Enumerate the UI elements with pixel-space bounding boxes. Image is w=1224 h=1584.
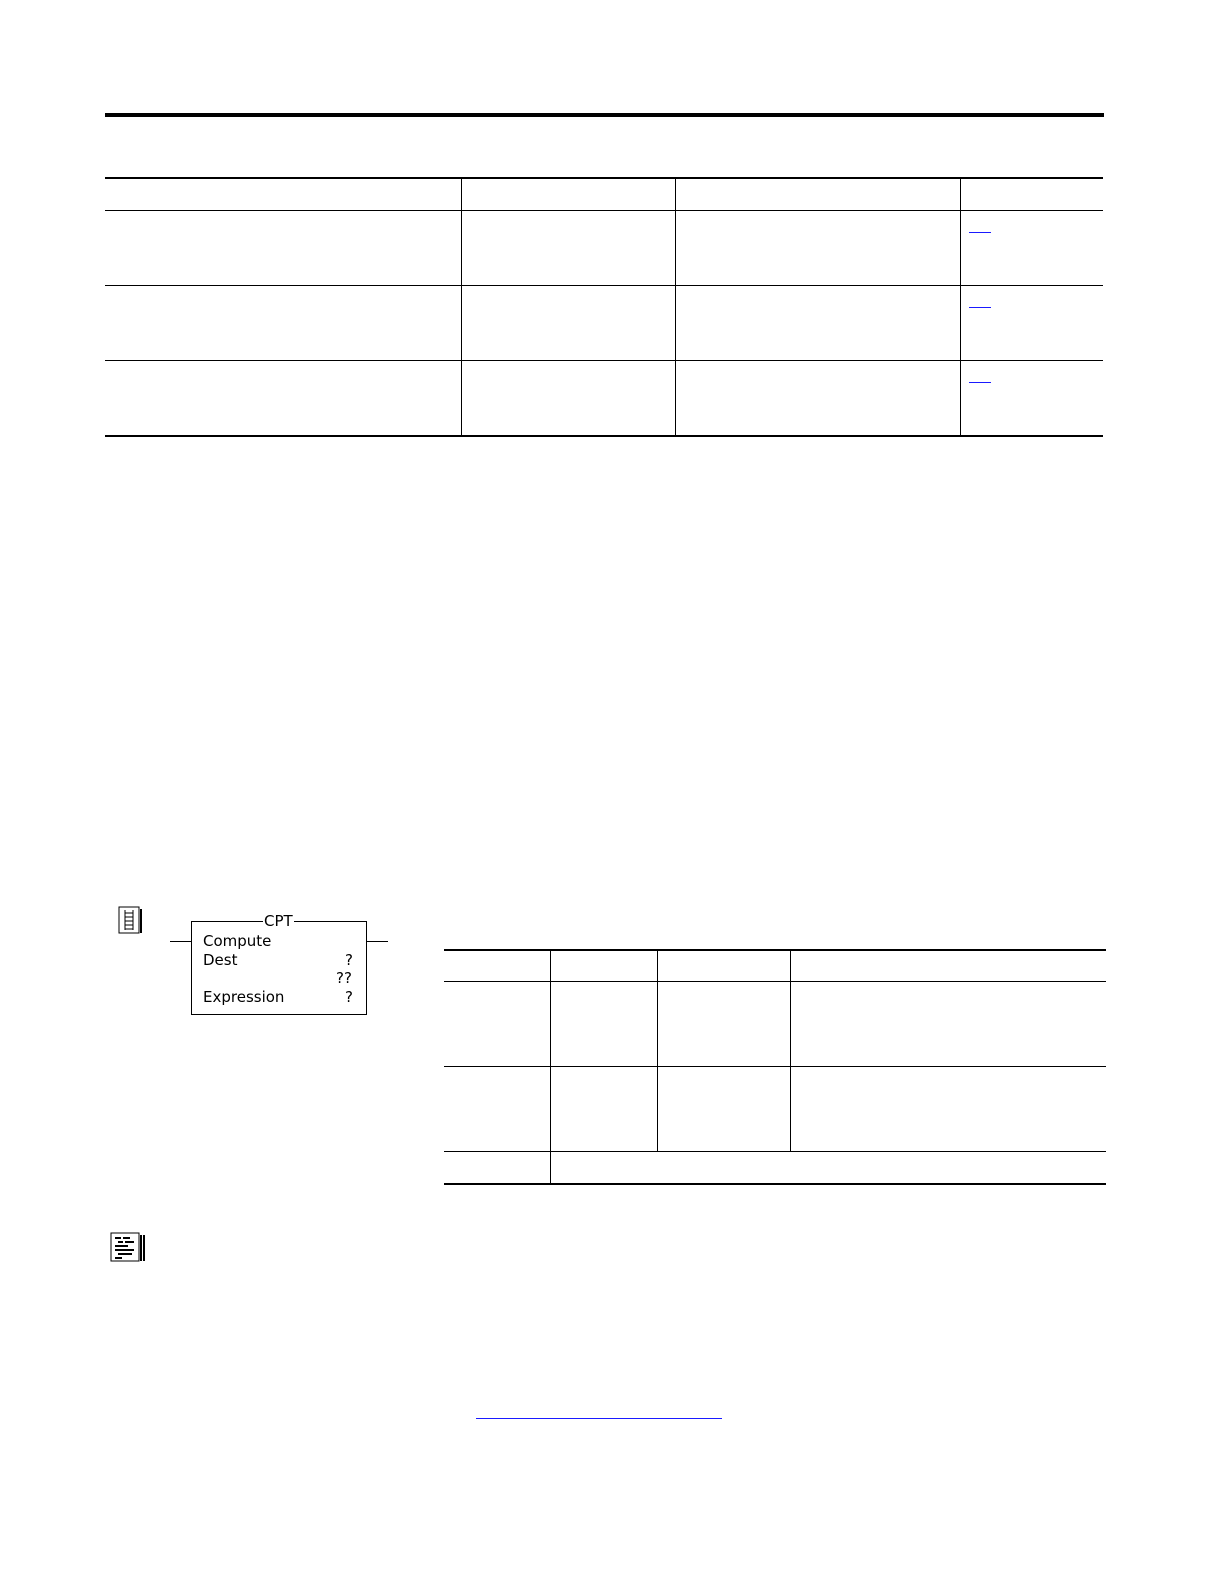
page-link[interactable]	[969, 232, 991, 233]
table-row-divider	[105, 285, 1103, 286]
table-column-divider	[675, 178, 676, 436]
dest-value-secondary: ??	[336, 969, 352, 987]
cpt-block-header: CPT	[264, 912, 293, 930]
cpt-block-title: Compute	[203, 932, 272, 950]
table-row-divider	[105, 360, 1103, 361]
dest-value: ?	[345, 951, 353, 969]
table-column-divider	[960, 178, 961, 436]
table-bottom-border	[444, 1183, 1106, 1185]
structured-text-icon	[110, 1232, 146, 1269]
table-row-divider	[444, 1066, 1106, 1067]
ladder-diagram-icon	[117, 905, 143, 940]
page-link[interactable]	[969, 307, 991, 308]
page-link[interactable]	[969, 382, 991, 383]
page-header-rule	[105, 113, 1104, 117]
cross-reference-link[interactable]	[476, 1418, 722, 1419]
table-top-border	[444, 949, 1106, 951]
table-column-divider	[657, 950, 658, 1151]
expression-label: Expression	[203, 988, 285, 1006]
dest-label: Dest	[203, 951, 238, 969]
table-column-divider	[461, 178, 462, 436]
table-header-divider	[444, 981, 1106, 982]
expression-value: ?	[345, 988, 353, 1006]
table-bottom-border	[105, 435, 1103, 437]
table-header-divider	[105, 210, 1103, 211]
rung-right-wire	[367, 941, 388, 942]
table-column-divider	[550, 950, 551, 1184]
table-row-divider	[444, 1151, 1106, 1152]
table-column-divider	[790, 950, 791, 1151]
rung-left-wire	[170, 941, 191, 942]
table-top-border	[105, 177, 1103, 179]
